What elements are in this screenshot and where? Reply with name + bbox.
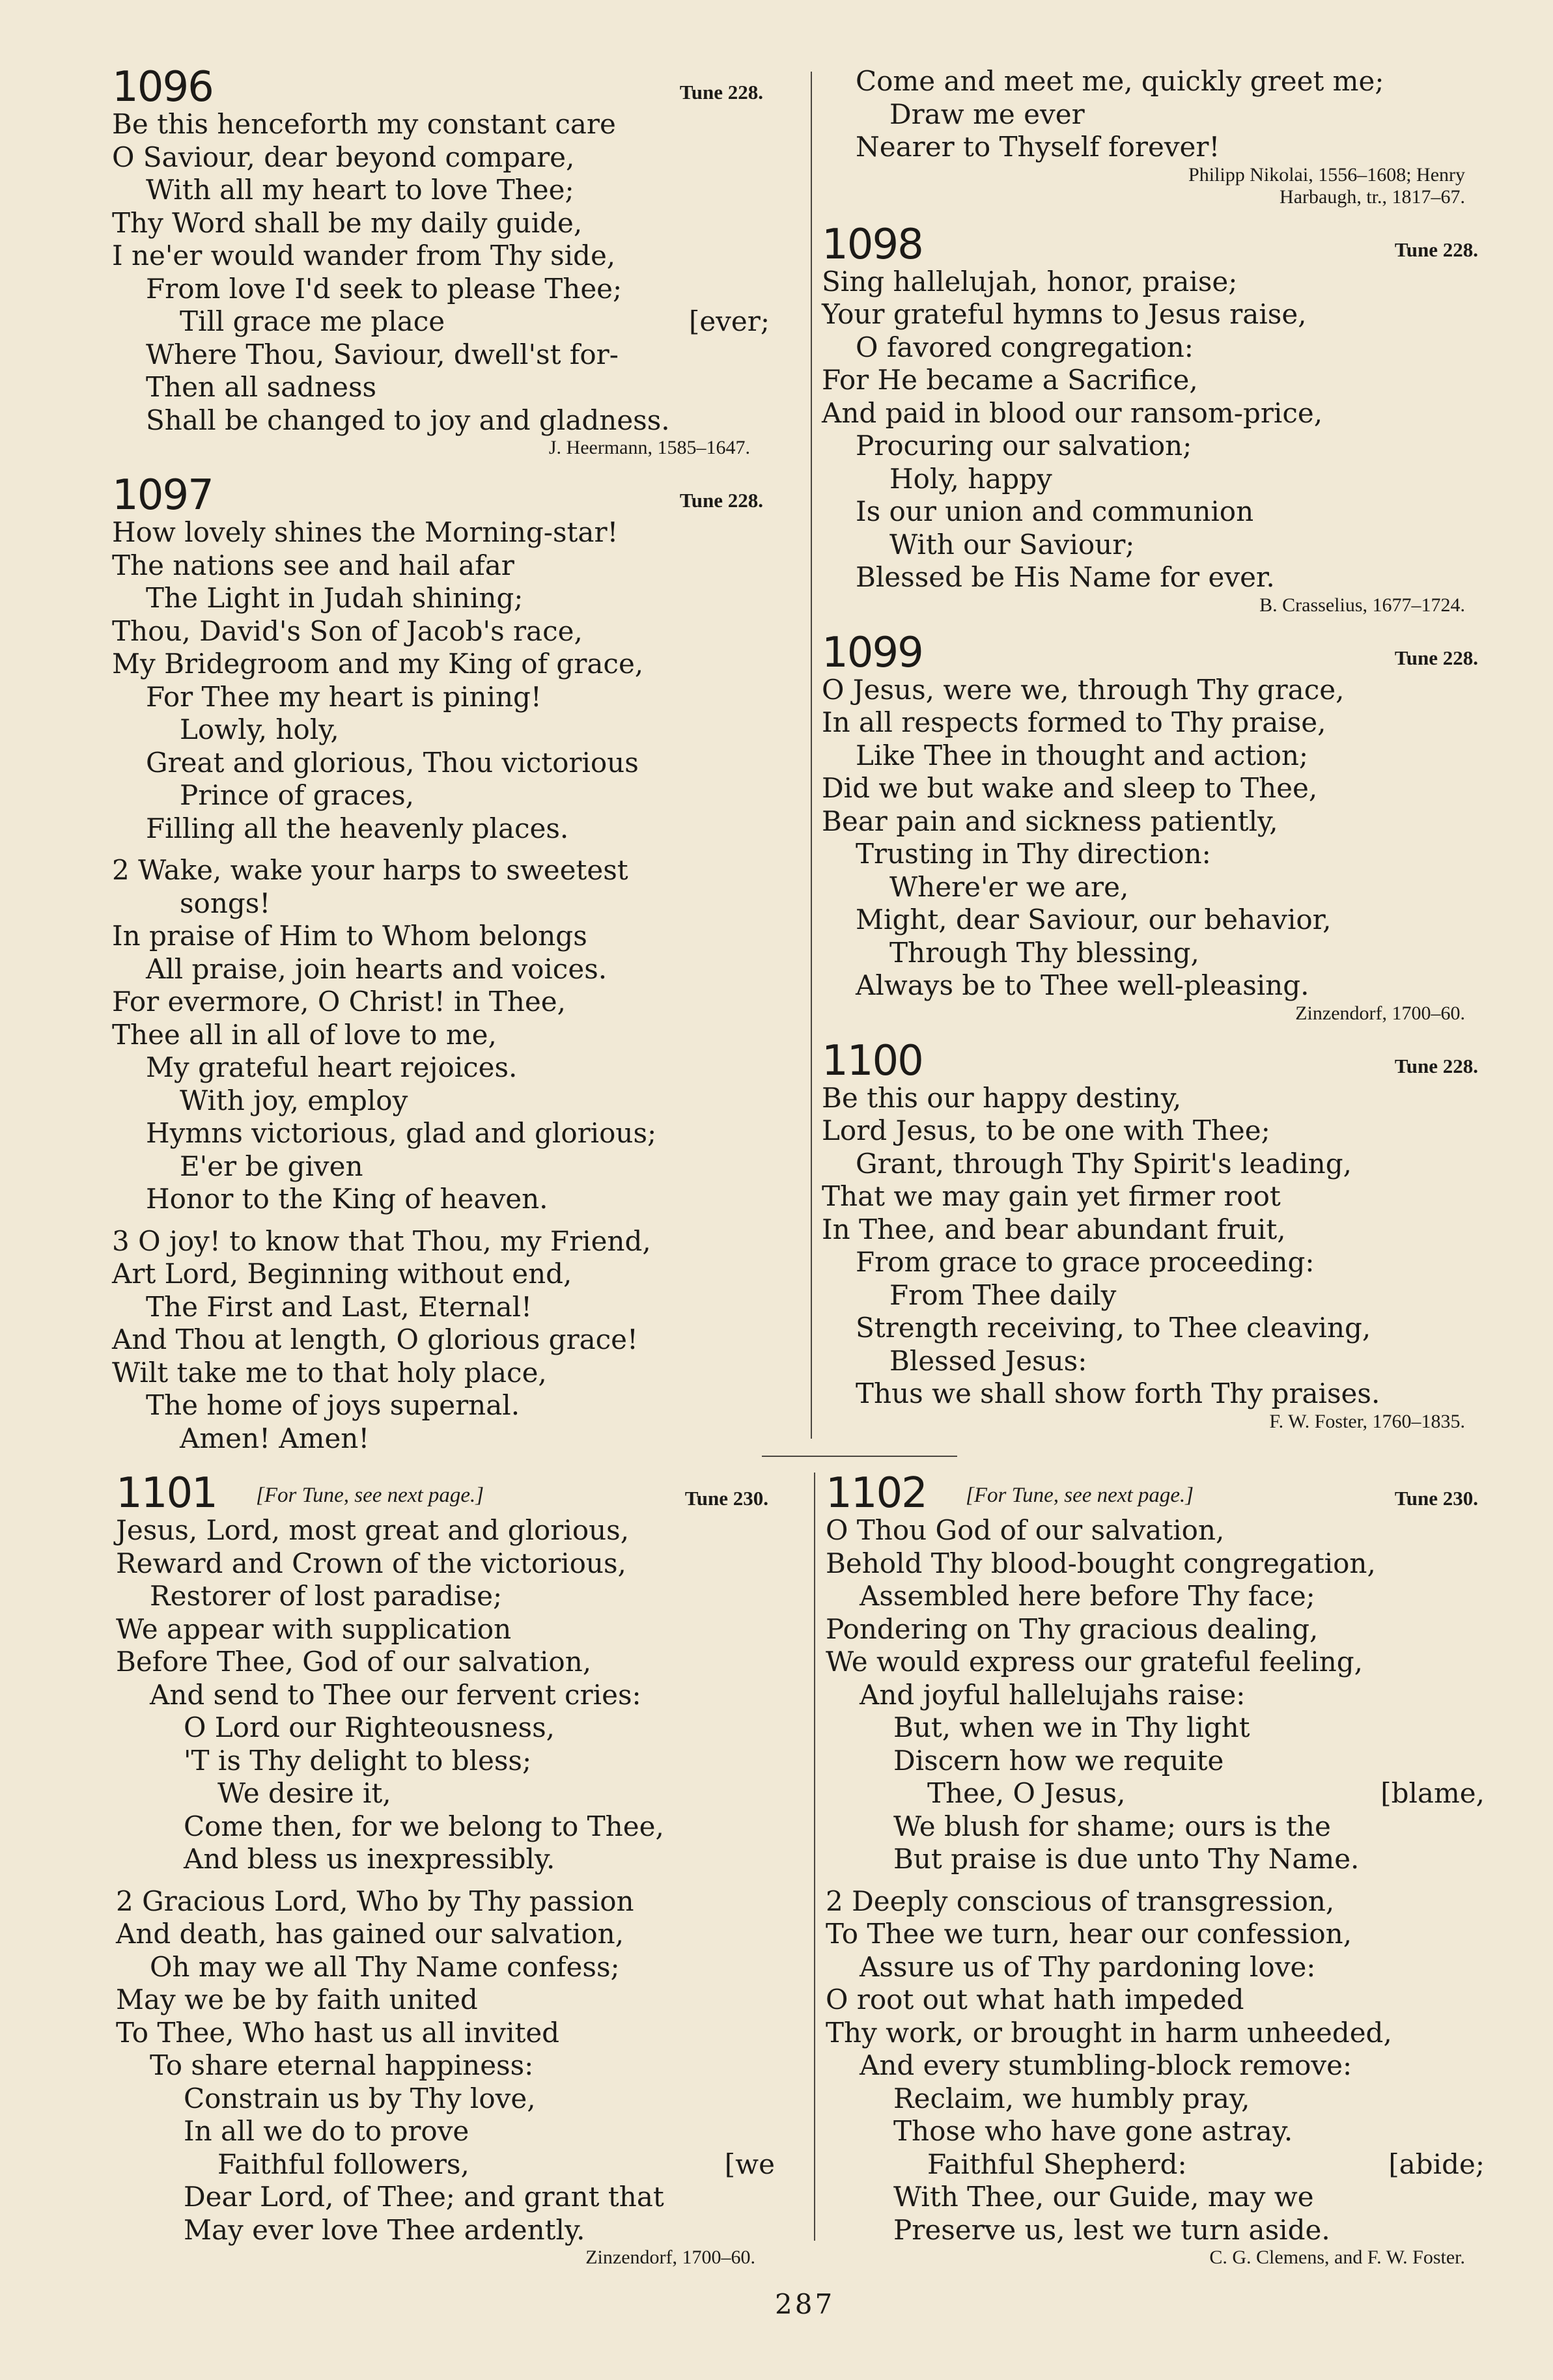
verse-line bbox=[112, 108, 770, 141]
verse-line bbox=[826, 1951, 1485, 1984]
verse-line bbox=[112, 207, 770, 240]
verse-line bbox=[822, 430, 1485, 463]
verse-line-text: With Thee, our Guide, may we bbox=[893, 2181, 1314, 2213]
verse-line bbox=[822, 495, 1485, 529]
verse-line bbox=[826, 1745, 1485, 1778]
verse-line bbox=[112, 648, 770, 681]
hymn-1102 bbox=[826, 1466, 1485, 2269]
verse-line-text: And every stumbling-block remove: bbox=[860, 2049, 1352, 2081]
tune-note: [For Tune, see next page.] bbox=[256, 1484, 484, 1507]
verse-line-text: Till grace me place bbox=[180, 305, 445, 337]
hymn-number: 1100 bbox=[822, 1036, 923, 1085]
verse-line-text: And bless us inexpressibly. bbox=[184, 1843, 555, 1875]
hymn-header bbox=[822, 626, 1485, 677]
verse-line-carryover: [ever; bbox=[688, 305, 770, 337]
verse-line bbox=[116, 1745, 775, 1778]
verse-line-text: Come and meet me, quickly greet me; bbox=[856, 65, 1384, 97]
verse-line bbox=[116, 1580, 775, 1613]
verse-line bbox=[112, 615, 770, 648]
column-bottom-left bbox=[116, 1466, 775, 2278]
verse-line bbox=[112, 953, 770, 986]
tune-reference: Tune 228. bbox=[679, 81, 763, 104]
hymn-author: Philipp Nikolai, 1556–1608; Henry bbox=[1188, 163, 1465, 186]
verse-line-text: To share eternal happiness: bbox=[150, 2049, 534, 2081]
verse-line-text: Shall be changed to joy and gladness. bbox=[146, 404, 670, 436]
verse-line bbox=[116, 1547, 775, 1581]
verse-line bbox=[822, 969, 1485, 1003]
verse-line-text: Thy Word shall be my daily guide, bbox=[112, 206, 583, 239]
verse-line bbox=[112, 1183, 770, 1216]
verse-line bbox=[112, 986, 770, 1019]
verse-line-text: Oh may we all Thy Name confess; bbox=[150, 1950, 620, 1983]
verse-line bbox=[822, 1148, 1485, 1181]
verse-line-text: Lord Jesus, to be one with Thee; bbox=[822, 1114, 1270, 1146]
verse-line-text: But praise is due unto Thy Name. bbox=[893, 1843, 1360, 1875]
tune-reference: Tune 228. bbox=[1394, 238, 1478, 261]
verse-line bbox=[116, 2115, 775, 2148]
verse-line-text: And joyful hallelujahs raise: bbox=[860, 1678, 1246, 1711]
verse-line-text: Assembled here before Thy face; bbox=[860, 1580, 1315, 1612]
verse-line-text: Thee all in all of love to me, bbox=[112, 1018, 497, 1051]
hymn-number: 1102 bbox=[826, 1469, 927, 1517]
verse-line-text: Come then, for we belong to Thee, bbox=[184, 1810, 664, 1842]
verse-line bbox=[112, 1051, 770, 1085]
verse-line-text: Constrain us by Thy love, bbox=[184, 2082, 536, 2114]
tune-note: [For Tune, see next page.] bbox=[966, 1484, 1194, 1507]
verse-line bbox=[826, 2148, 1485, 2181]
verse-line bbox=[112, 1357, 770, 1390]
column-divider-top bbox=[811, 72, 812, 1439]
verse-line-text: Faithful followers, bbox=[217, 2148, 469, 2180]
column-top-left bbox=[112, 60, 770, 1464]
tune-reference: Tune 228. bbox=[679, 489, 763, 512]
verse-line bbox=[116, 1984, 775, 2017]
verse-line bbox=[112, 1258, 770, 1291]
verse-line bbox=[112, 516, 770, 549]
verse-line bbox=[822, 364, 1485, 397]
verse-line-text: In Thee, and bear abundant fruit, bbox=[822, 1213, 1286, 1245]
verse-line bbox=[112, 305, 770, 339]
verse-line bbox=[112, 1150, 770, 1183]
verse-line bbox=[826, 2049, 1485, 2082]
verse-line-text: Then all sadness bbox=[146, 371, 377, 403]
verse-line-text: Filling all the heavenly places. bbox=[146, 812, 569, 844]
verse-line bbox=[112, 887, 770, 920]
verse-line-text: O Jesus, were we, through Thy grace, bbox=[822, 673, 1345, 706]
verse-line bbox=[822, 65, 1485, 98]
verse-line bbox=[112, 779, 770, 812]
verse-line-text: Nearer to Thyself forever! bbox=[856, 131, 1220, 163]
verse-line bbox=[822, 98, 1485, 131]
verse-line-text: All praise, join hearts and voices. bbox=[146, 952, 608, 985]
verse-line bbox=[822, 772, 1485, 805]
verse-line-text: Thus we shall show forth Thy praises. bbox=[856, 1377, 1380, 1409]
verse-line bbox=[822, 1246, 1485, 1279]
verse-line-text: Thou, David's Son of Jacob's race, bbox=[112, 615, 583, 647]
verse-line bbox=[112, 1291, 770, 1324]
verse-line bbox=[822, 131, 1485, 164]
verse-gap bbox=[116, 1876, 775, 1885]
hymn-number: 1099 bbox=[822, 628, 923, 677]
verse-line bbox=[116, 2082, 775, 2116]
verse-line-text: Trusting in Thy direction: bbox=[856, 838, 1211, 870]
verse-line-text: Amen! Amen! bbox=[180, 1422, 370, 1454]
verse-line bbox=[826, 1810, 1485, 1844]
hymn-number: 1097 bbox=[112, 471, 213, 519]
tune-reference: Tune 230. bbox=[684, 1487, 768, 1510]
verse-line-text: Art Lord, Beginning without end, bbox=[112, 1258, 572, 1290]
verse-line bbox=[112, 747, 770, 780]
hymn-1098 bbox=[822, 217, 1485, 616]
verse-line-carryover: [blame, bbox=[1380, 1777, 1485, 1809]
verse-line-text: The First and Last, Eternal! bbox=[146, 1290, 532, 1323]
verse-line-text: Be this our happy destiny, bbox=[822, 1081, 1182, 1114]
verse-line-text: Procuring our salvation; bbox=[856, 430, 1192, 462]
verse-line-text: That we may gain yet firmer root bbox=[822, 1180, 1281, 1212]
verse-line bbox=[112, 371, 770, 404]
verse-line bbox=[822, 1377, 1485, 1411]
verse-line bbox=[822, 904, 1485, 937]
verse-line bbox=[112, 1085, 770, 1118]
hymn-author: Zinzendorf, 1700–60. bbox=[585, 2247, 755, 2268]
verse-line bbox=[116, 2017, 775, 2050]
verse-line bbox=[116, 1679, 775, 1712]
verse-line-text: Restorer of lost paradise; bbox=[150, 1580, 503, 1612]
verse-line bbox=[116, 1777, 775, 1810]
hymn-header bbox=[822, 1034, 1485, 1085]
verse-line-carryover: [we bbox=[724, 2148, 775, 2180]
verse-line-text: In all we do to prove bbox=[184, 2115, 469, 2147]
verse-line-text: Bear pain and sickness patiently, bbox=[822, 805, 1278, 837]
verse-line-text: And death, has gained our salvation, bbox=[116, 1918, 624, 1950]
verse-line bbox=[826, 1918, 1485, 1951]
verse-line-text: To Thee, Who hast us all invited bbox=[116, 2016, 560, 2049]
verse-gap bbox=[112, 845, 770, 854]
hymn-1096 bbox=[112, 60, 770, 459]
verse-line bbox=[822, 397, 1485, 430]
verse-line-text: How lovely shines the Morning-star! bbox=[112, 516, 619, 548]
verse-line-text: We would express our grateful feeling, bbox=[826, 1646, 1364, 1678]
verse-line-text: 3 O joy! to know that Thou, my Friend, bbox=[112, 1225, 651, 1257]
verse-line-text: O Saviour, dear beyond compare, bbox=[112, 141, 575, 173]
verse-line-text: O root out what hath impeded bbox=[826, 1984, 1244, 2015]
verse-line bbox=[826, 1613, 1485, 1646]
verse-line-text: From love I'd seek to please Thee; bbox=[146, 272, 623, 305]
verse-line bbox=[116, 1843, 775, 1876]
hymn-author: F. W. Foster, 1760–1835. bbox=[1269, 1410, 1465, 1432]
verse-line bbox=[112, 713, 770, 747]
verse-line-text: My Bridegroom and my King of grace, bbox=[112, 648, 644, 680]
verse-line bbox=[112, 1389, 770, 1422]
hymn-number: 1101 bbox=[116, 1469, 217, 1517]
verse-line-text: O Thou God of our salvation, bbox=[826, 1514, 1225, 1546]
verse-line bbox=[822, 674, 1485, 707]
verse-line bbox=[826, 2214, 1485, 2247]
verse-line-text: Dear Lord, of Thee; and grant that bbox=[184, 2181, 664, 2213]
verse-line-text: And paid in blood our ransom-price, bbox=[822, 396, 1323, 429]
verse-line bbox=[116, 1885, 775, 1918]
verse-line-text: The Light in Judah shining; bbox=[146, 582, 524, 614]
verse-line-text: O Lord our Righteousness, bbox=[184, 1711, 555, 1743]
verse-line bbox=[822, 1312, 1485, 1345]
page-number: 287 bbox=[775, 2288, 835, 2320]
hymn-number: 1098 bbox=[822, 220, 923, 269]
verse-line bbox=[826, 1580, 1485, 1613]
verse-line bbox=[822, 937, 1485, 970]
verse-line bbox=[826, 1547, 1485, 1581]
verse-line bbox=[822, 561, 1485, 594]
verse-line bbox=[822, 1213, 1485, 1247]
verse-line-text: Is our union and communion bbox=[856, 495, 1254, 527]
verse-line-text: Draw me ever bbox=[889, 98, 1085, 130]
verse-line bbox=[822, 1082, 1485, 1115]
verse-line bbox=[822, 1345, 1485, 1378]
verse-gap bbox=[826, 1876, 1485, 1885]
verse-line bbox=[116, 2049, 775, 2082]
verse-line-text: Reward and Crown of the victorious, bbox=[116, 1547, 626, 1579]
verse-line-text: Behold Thy blood-bought congregation, bbox=[826, 1547, 1376, 1579]
verse-line-text: Jesus, Lord, most great and glorious, bbox=[116, 1514, 630, 1546]
verse-line-text: May ever love Thee ardently. bbox=[184, 2213, 585, 2246]
verse-line bbox=[826, 1646, 1485, 1679]
verse-line bbox=[116, 1514, 775, 1547]
column-top-right bbox=[822, 65, 1485, 1442]
verse-line-text: But, when we in Thy light bbox=[893, 1711, 1250, 1743]
verse-line-text: Discern how we requite bbox=[893, 1744, 1224, 1777]
hymn-number: 1096 bbox=[112, 63, 213, 111]
verse-line-text: My grateful heart rejoices. bbox=[146, 1051, 518, 1083]
hymn-author: C. G. Clemens, and F. W. Foster. bbox=[1209, 2247, 1465, 2268]
verse-line-text: Wilt take me to that holy place, bbox=[112, 1356, 547, 1389]
verse-line-text: Preserve us, lest we turn aside. bbox=[893, 2213, 1330, 2246]
verse-line bbox=[822, 331, 1485, 365]
verse-line-text: Grant, through Thy Spirit's leading, bbox=[856, 1147, 1352, 1180]
hymn-1100 bbox=[822, 1034, 1485, 1433]
verse-line-text: Hymns victorious, glad and glorious; bbox=[146, 1117, 657, 1149]
hymn-1101 bbox=[116, 1466, 775, 2269]
verse-line-text: The home of joys supernal. bbox=[146, 1389, 520, 1421]
verse-line-text: Lowly, holy, bbox=[180, 713, 339, 745]
verse-line-text: Honor to the King of heaven. bbox=[146, 1183, 548, 1215]
verse-line bbox=[112, 549, 770, 583]
hymn-1097 bbox=[112, 468, 770, 1455]
verse-line bbox=[112, 812, 770, 846]
verse-line-text: 'T is Thy delight to bless; bbox=[184, 1744, 532, 1777]
verse-line bbox=[116, 1951, 775, 1984]
verse-line-text: O favored congregation: bbox=[856, 331, 1194, 363]
verse-line-text: Might, dear Saviour, our behavior, bbox=[856, 904, 1332, 935]
verse-line-text: To Thee we turn, hear our confession, bbox=[826, 1918, 1352, 1950]
verse-line-text: And Thou at length, O glorious grace! bbox=[112, 1323, 638, 1355]
verse-line-text: With our Saviour; bbox=[889, 528, 1135, 560]
verse-line bbox=[116, 1918, 775, 1951]
verse-line bbox=[826, 1984, 1485, 2017]
verse-line bbox=[826, 1843, 1485, 1876]
hymn-author-continued: Harbaugh, tr., 1817–67. bbox=[1280, 186, 1465, 208]
hymn-header bbox=[112, 468, 770, 519]
verse-line-text: E'er be given bbox=[180, 1150, 363, 1182]
verse-line-text: Always be to Thee well-pleasing. bbox=[856, 969, 1309, 1001]
verse-line bbox=[112, 582, 770, 615]
verse-line-text: From grace to grace proceeding: bbox=[856, 1246, 1315, 1278]
verse-line bbox=[116, 1646, 775, 1679]
verse-line-text: We appear with supplication bbox=[116, 1612, 512, 1645]
verse-line-text: We blush for shame; ours is the bbox=[893, 1810, 1331, 1842]
verse-line-text: With all my heart to love Thee; bbox=[146, 174, 574, 206]
verse-line-text: Thy work, or brought in harm unheeded, bbox=[826, 2016, 1392, 2049]
hymn-header bbox=[826, 1466, 1485, 1517]
verse-line bbox=[112, 1422, 770, 1456]
verse-line bbox=[822, 706, 1485, 740]
verse-line bbox=[116, 1613, 775, 1646]
verse-line bbox=[826, 2082, 1485, 2116]
hymn-header bbox=[112, 60, 770, 111]
verse-line-text: For He became a Sacrifice, bbox=[822, 364, 1198, 396]
verse-line bbox=[112, 1225, 770, 1258]
verse-line-text: 2 Gracious Lord, Who by Thy passion bbox=[116, 1885, 634, 1917]
verse-line bbox=[112, 404, 770, 437]
verse-line bbox=[826, 2017, 1485, 2050]
verse-line-text: Holy, happy bbox=[889, 462, 1052, 495]
verse-line bbox=[826, 1514, 1485, 1547]
hymn-author: J. Heermann, 1585–1647. bbox=[548, 437, 750, 458]
verse-line bbox=[112, 141, 770, 174]
verse-line bbox=[822, 871, 1485, 904]
verse-line-carryover: [abide; bbox=[1388, 2148, 1485, 2180]
verse-line bbox=[826, 1711, 1485, 1745]
verse-line-text: The nations see and hail afar bbox=[112, 549, 514, 581]
hymn-continued bbox=[822, 65, 1485, 208]
verse-line bbox=[112, 920, 770, 953]
verse-line bbox=[116, 2148, 775, 2181]
verse-line bbox=[112, 1323, 770, 1357]
verse-line-text: In praise of Him to Whom belongs bbox=[112, 920, 587, 952]
verse-line-text: Blessed Jesus: bbox=[889, 1344, 1087, 1377]
verse-line bbox=[822, 1114, 1485, 1148]
verse-line-text: I ne'er would wander from Thy side, bbox=[112, 240, 616, 271]
verse-line-text: Great and glorious, Thou victorious bbox=[146, 746, 639, 779]
verse-line-text: Thee, O Jesus, bbox=[927, 1777, 1126, 1809]
verse-line-text: Where'er we are, bbox=[889, 870, 1129, 903]
verse-line bbox=[116, 1810, 775, 1844]
verse-line-text: Before Thee, God of our salvation, bbox=[116, 1646, 592, 1678]
verse-line bbox=[822, 838, 1485, 871]
verse-line bbox=[826, 2181, 1485, 2214]
hymn-1099 bbox=[822, 626, 1485, 1025]
verse-line-text: For evermore, O Christ! in Thee, bbox=[112, 986, 566, 1017]
verse-line bbox=[822, 805, 1485, 838]
verse-gap bbox=[112, 1216, 770, 1225]
verse-line bbox=[112, 273, 770, 306]
verse-line bbox=[112, 339, 770, 372]
verse-line-text: And send to Thee our fervent cries: bbox=[150, 1678, 641, 1711]
tune-reference: Tune 228. bbox=[1394, 1054, 1478, 1077]
hymn-header bbox=[822, 217, 1485, 269]
verse-line bbox=[112, 854, 770, 887]
verse-line-text: For Thee my heart is pining! bbox=[146, 680, 542, 713]
verse-line-text: Did we but wake and sleep to Thee, bbox=[822, 772, 1318, 804]
verse-line-text: Be this henceforth my constant care bbox=[112, 108, 616, 140]
column-bottom-right bbox=[826, 1466, 1485, 2278]
verse-line-text: Those who have gone astray. bbox=[893, 2115, 1293, 2147]
verse-line bbox=[822, 1180, 1485, 1213]
verse-line-text: Reclaim, we humbly pray, bbox=[893, 2082, 1250, 2114]
verse-line-text: Prince of graces, bbox=[180, 779, 415, 811]
verse-line-text: 2 Wake, wake your harps to sweetest bbox=[112, 854, 628, 886]
verse-line bbox=[826, 2115, 1485, 2148]
verse-line bbox=[822, 740, 1485, 773]
verse-line bbox=[116, 1711, 775, 1745]
verse-line-text: Faithful Shepherd: bbox=[927, 2148, 1187, 2180]
verse-line bbox=[822, 529, 1485, 562]
verse-line-text: Through Thy blessing, bbox=[889, 936, 1199, 969]
verse-line-text: With joy, employ bbox=[180, 1084, 408, 1116]
verse-line-text: From Thee daily bbox=[889, 1279, 1117, 1311]
verse-line bbox=[116, 2181, 775, 2214]
hymn-author: B. Crasselius, 1677–1724. bbox=[1259, 594, 1465, 616]
verse-line-text: Sing hallelujah, honor, praise; bbox=[822, 265, 1238, 298]
verse-line bbox=[822, 463, 1485, 496]
hymn-header bbox=[116, 1466, 775, 1517]
verse-line bbox=[112, 174, 770, 207]
verse-line-text: In all respects formed to Thy praise, bbox=[822, 706, 1326, 738]
verse-line bbox=[112, 1019, 770, 1052]
verse-line bbox=[826, 1777, 1485, 1810]
verse-line bbox=[822, 1279, 1485, 1312]
verse-line bbox=[822, 266, 1485, 299]
verse-line-text: Blessed be His Name for ever. bbox=[856, 561, 1275, 593]
verse-line-text: Strength receiving, to Thee cleaving, bbox=[856, 1312, 1371, 1344]
column-divider-bottom bbox=[814, 1473, 815, 2241]
verse-line-text: songs! bbox=[180, 887, 271, 919]
verse-line-text: Your grateful hymns to Jesus raise, bbox=[822, 298, 1307, 330]
hymn-author: Zinzendorf, 1700–60. bbox=[1295, 1002, 1465, 1024]
verse-line-text: Pondering on Thy gracious dealing, bbox=[826, 1612, 1319, 1645]
verse-line bbox=[826, 1885, 1485, 1918]
verse-line-text: May we be by faith united bbox=[116, 1984, 478, 2015]
verse-line-text: Where Thou, Saviour, dwell'st for- bbox=[146, 338, 619, 370]
verse-line bbox=[112, 681, 770, 714]
verse-line-text: We desire it, bbox=[217, 1777, 391, 1809]
verse-line bbox=[116, 2214, 775, 2247]
verse-line bbox=[112, 1117, 770, 1150]
verse-line bbox=[826, 1679, 1485, 1712]
verse-line-text: 2 Deeply conscious of transgression, bbox=[826, 1885, 1335, 1917]
verse-line-text: Assure us of Thy pardoning love: bbox=[860, 1950, 1316, 1983]
verse-line bbox=[112, 240, 770, 273]
verse-line bbox=[822, 298, 1485, 331]
tune-reference: Tune 228. bbox=[1394, 646, 1478, 669]
verse-line-text: Like Thee in thought and action; bbox=[856, 739, 1309, 771]
tune-reference: Tune 230. bbox=[1394, 1487, 1478, 1510]
section-divider bbox=[762, 1456, 957, 1457]
